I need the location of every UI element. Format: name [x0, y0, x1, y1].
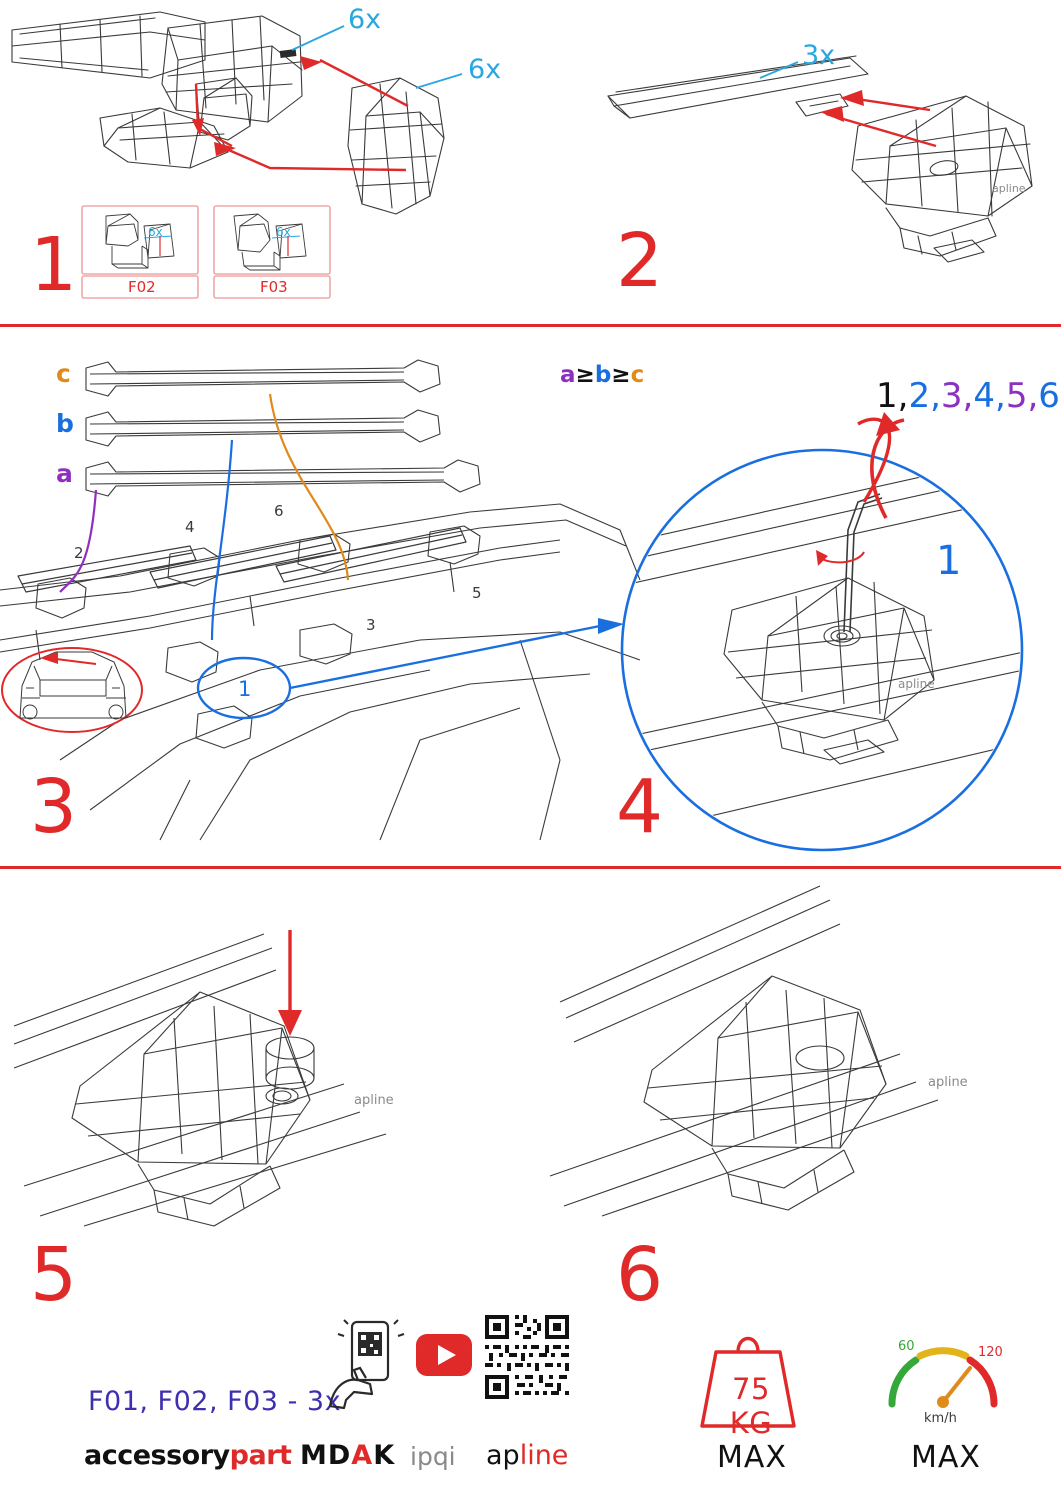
- position-label-3: 3: [366, 616, 376, 634]
- step2-brand-mark: apline: [992, 182, 1026, 195]
- brand-ipqi: ipqi: [410, 1442, 456, 1471]
- rail-label-a: a: [56, 459, 73, 488]
- step-number-5: 5: [30, 1232, 78, 1318]
- brand-apline-pre: ap: [486, 1440, 520, 1471]
- brand-mdak-accent: A: [351, 1440, 374, 1471]
- max-load-label: MAX: [717, 1440, 787, 1475]
- step-number-6: 6: [616, 1232, 664, 1318]
- position-label-5: 5: [472, 584, 482, 602]
- step-number-3: 3: [30, 764, 78, 850]
- section-divider-2: [0, 866, 1061, 869]
- rail-label-b: b: [56, 409, 74, 438]
- position-label-2: 2: [74, 544, 84, 562]
- inset-qty-f02: 6x: [148, 225, 163, 239]
- step-4-callout-label: 1: [936, 538, 962, 584]
- callout-label-1: 1: [238, 677, 252, 701]
- part-codes-label: F01, F02, F03 - 3x: [88, 1386, 342, 1417]
- inset-code-f03: F03: [260, 278, 288, 296]
- brand-accessorypart-part2: part: [229, 1440, 292, 1471]
- gauge-tick-max: 120: [978, 1345, 1003, 1360]
- step1-qty-right: 6x: [468, 54, 502, 85]
- rail-length-formula: a≥b≥c: [560, 362, 645, 388]
- brand-mdak-post: K: [373, 1440, 396, 1471]
- brand-accessorypart-part1: accessory: [84, 1440, 230, 1471]
- brand-accessorypart: [84, 1440, 291, 1471]
- brand-mdak-pre: MD: [300, 1440, 352, 1471]
- rail-label-c: c: [56, 359, 71, 388]
- brand-apline: [486, 1440, 568, 1471]
- step-number-2: 2: [616, 218, 664, 304]
- scan-qr-icon: [324, 1320, 404, 1410]
- qr-code: [482, 1312, 572, 1402]
- gauge-tick-min: 60: [898, 1339, 915, 1354]
- section-divider-1: [0, 324, 1061, 327]
- step-3-illustration: [0, 340, 640, 840]
- step2-qty: 3x: [802, 40, 836, 71]
- inset-code-f02: F02: [128, 278, 156, 296]
- step-4-sequence: 1,2,3,4,5,6: [876, 376, 1060, 416]
- step-1-detail-insets: [82, 206, 332, 298]
- step-number-1: 1: [30, 222, 78, 308]
- brand-mdak: [300, 1440, 395, 1471]
- position-label-4: 4: [185, 518, 195, 536]
- step-5-illustration: [14, 886, 514, 1226]
- brand-apline-accent: line: [519, 1440, 569, 1471]
- step-2-illustration: [600, 40, 1050, 270]
- inset-box-f03: [214, 206, 330, 274]
- youtube-play-icon[interactable]: [416, 1334, 472, 1376]
- max-speed-gauge: [878, 1310, 1008, 1430]
- step-6-illustration: [530, 886, 1050, 1216]
- step5-brand-mark: apline: [354, 1093, 394, 1108]
- step4-brand-mark: apline: [898, 677, 935, 691]
- max-load-value: 75 KG: [729, 1372, 773, 1440]
- inset-qty-f03: 6x: [276, 225, 291, 239]
- step-number-4: 4: [616, 764, 664, 850]
- step-4-rotation-arrow: [820, 400, 960, 520]
- step1-qty-top: 6x: [348, 4, 382, 35]
- position-label-6: 6: [274, 502, 284, 520]
- step6-brand-mark: apline: [928, 1075, 968, 1090]
- max-speed-label: MAX: [911, 1440, 981, 1475]
- gauge-unit: km/h: [924, 1411, 957, 1426]
